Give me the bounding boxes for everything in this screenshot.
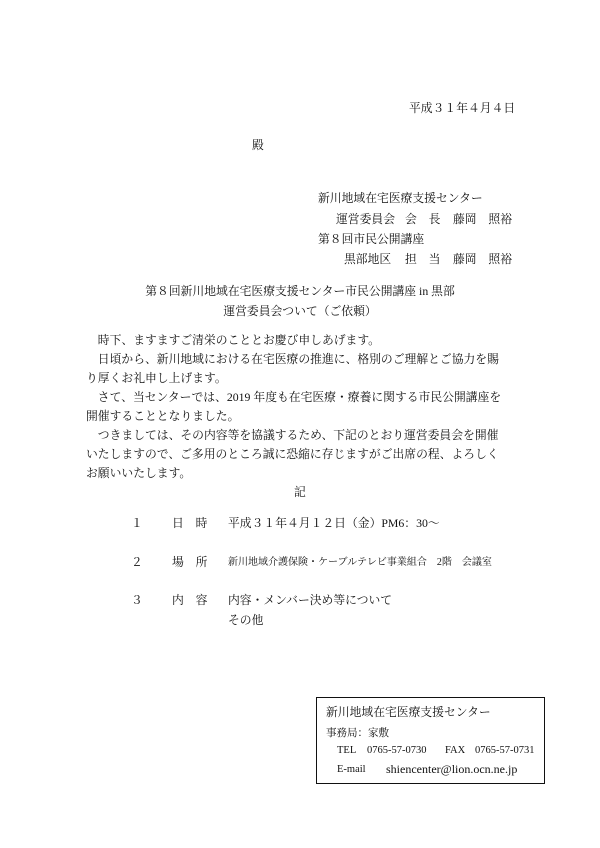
body-line: 時下、ますますご清栄のこととお慶び申しあげます。 (86, 333, 380, 347)
sender-event: 第８回市民公開講座 (318, 232, 425, 246)
tel-label: TEL (337, 745, 357, 756)
item-value: その他 (228, 613, 264, 627)
item-label: 日 時 (172, 516, 208, 530)
item-number: ２ (131, 555, 143, 569)
body-line: 開催することとなりました。 (86, 409, 240, 423)
sender-chair-unit: 運営委員会 (336, 212, 395, 226)
item-value: 新川地域介護保険・ケーブルテレビ事業組合 2階 会議室 (228, 557, 492, 568)
ki-heading: 記 (294, 485, 306, 499)
fax-label: FAX (445, 745, 466, 756)
sender-contact-name: 藤岡 照裕 (453, 252, 512, 266)
item-value: 内容・メンバー決め等について (228, 593, 393, 607)
title-line: 第８回新川地域在宅医療支援センター市民公開講座 in 黒部 (145, 284, 455, 298)
sender-contact-unit: 黒部地区 (344, 252, 392, 266)
contact-organization: 新川地域在宅医療支援センター (326, 705, 491, 719)
addressee-honorific: 殿 (252, 138, 264, 152)
body-text (86, 331, 516, 483)
tel-number: 0765-57-0730 (367, 745, 427, 756)
sender-organization: 新川地域在宅医療支援センター (318, 191, 483, 205)
fax-number: 0765-57-0731 (475, 745, 535, 756)
item-value: 平成３１年４月１２日（金）PM6：30～ (228, 516, 440, 530)
body-line: 日頃から、新川地域における在宅医療の推進に、格別のご理解とご協力を賜 (86, 352, 499, 366)
body-line: お願いいたします。 (86, 466, 192, 480)
email-label: E-mail (337, 764, 366, 775)
item-label: 内 容 (172, 593, 208, 607)
body-line: さて、当センターでは、2019 年度も在宅医療・療養に関する市民公開講座を (86, 390, 502, 404)
body-line: り厚くお礼申し上げます。 (86, 371, 227, 385)
issue-date: 平成３１年４月４日 (409, 101, 516, 115)
title-line: 運営委員会ついて（ご依頼） (223, 304, 377, 318)
contact-box (316, 697, 545, 784)
item-number: １ (131, 516, 143, 530)
contact-office: 事務局：家敷 (326, 728, 389, 739)
email-address: shiencenter@lion.ocn.ne.jp (386, 762, 518, 776)
body-line: つきましては、その内容等を協議するため、下記のとおり運営委員会を開催 (86, 428, 499, 442)
item-label: 場 所 (172, 555, 208, 569)
body-line: いたしますので、ご多用のところ誠に恐縮に存じますがご出席の程、よろしく (86, 447, 499, 461)
sender-contact-role: 担 当 (405, 252, 441, 266)
sender-chair-name: 藤岡 照裕 (453, 212, 512, 226)
item-number: ３ (131, 593, 143, 607)
sender-chair-role: 会 長 (405, 212, 441, 226)
